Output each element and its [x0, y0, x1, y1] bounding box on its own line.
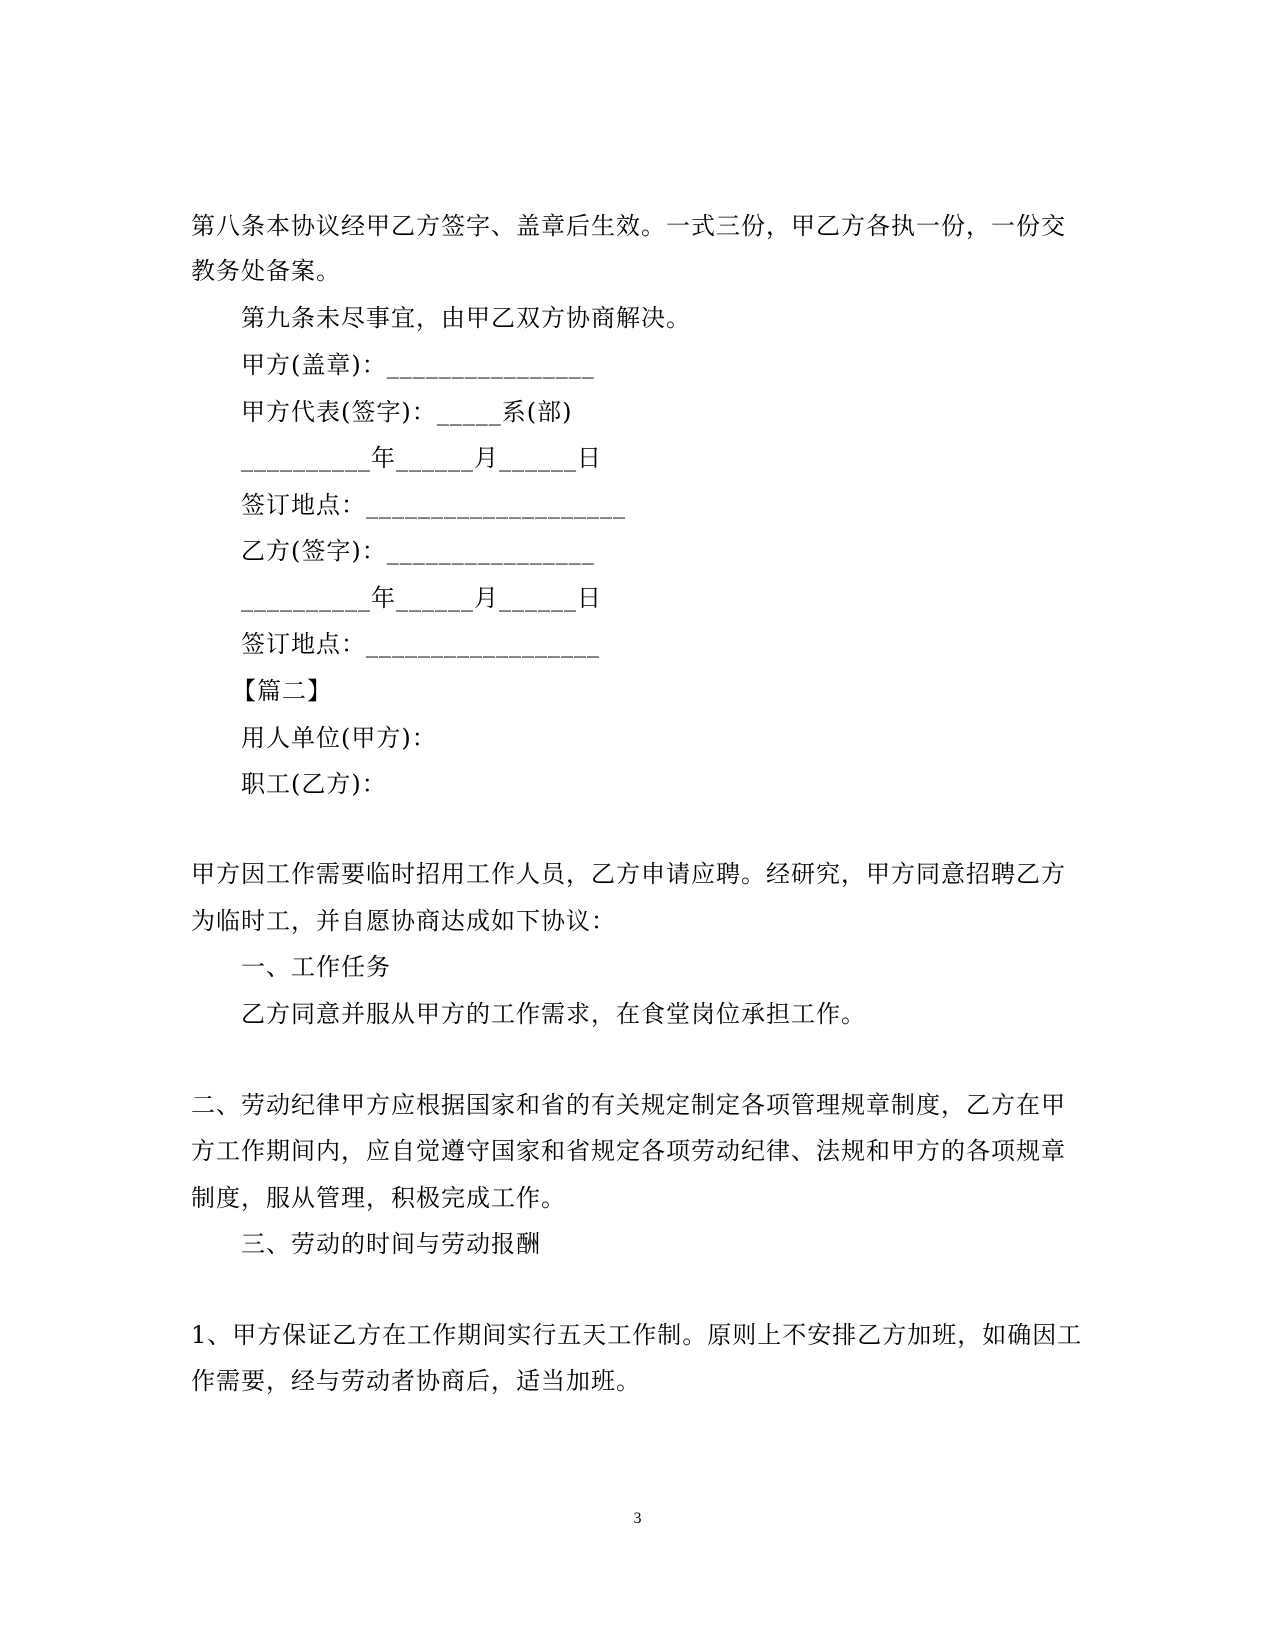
page-number: 3	[633, 1510, 642, 1527]
paragraph-line: 甲方因工作需要临时招用工作人员，乙方申请应聘。经研究，甲方同意招聘乙方	[191, 860, 1066, 888]
paragraph-line: 三、劳动的时间与劳动报酬	[241, 1230, 541, 1258]
location-line: 签订地点：__________________	[241, 630, 600, 658]
paragraph-line: 一、工作任务	[241, 953, 391, 981]
paragraph-line: 1、甲方保证乙方在工作期间实行五天工作制。原则上不安排乙方加班，如确因工	[191, 1321, 1083, 1349]
paragraph-line: 教务处备案。	[191, 257, 341, 285]
signature-line: 甲方(盖章)：________________	[241, 351, 595, 379]
paragraph-line: 方工作期间内，应自觉遵守国家和省规定各项劳动纪律、法规和甲方的各项规章	[191, 1137, 1066, 1165]
paragraph-line: 第九条未尽事宜，由甲乙双方协商解决。	[241, 304, 691, 332]
signature-line: 甲方代表(签字)：_____系(部)	[241, 398, 573, 426]
date-line: __________年______月______日	[241, 444, 602, 472]
section-heading: 【篇二】	[232, 677, 332, 705]
paragraph-line: 职工(乙方)：	[241, 770, 387, 798]
paragraph-line: 为临时工，并自愿协商达成如下协议：	[191, 907, 616, 935]
paragraph-line: 二、劳动纪律甲方应根据国家和省的有关规定制定各项管理规章制度，乙方在甲	[191, 1091, 1066, 1119]
paragraph-line: 用人单位(甲方)：	[241, 724, 437, 752]
signature-line: 乙方(签字)：________________	[241, 537, 595, 565]
paragraph-line: 制度，服从管理，积极完成工作。	[191, 1184, 566, 1212]
location-line: 签订地点：____________________	[241, 491, 626, 519]
paragraph-line: 乙方同意并服从甲方的工作需求，在食堂岗位承担工作。	[241, 1000, 866, 1028]
paragraph-line: 作需要，经与劳动者协商后，适当加班。	[191, 1367, 641, 1395]
paragraph-line: 第八条本协议经甲乙方签字、盖章后生效。一式三份，甲乙方各执一份，一份交	[191, 212, 1066, 240]
date-line: __________年______月______日	[241, 584, 602, 612]
